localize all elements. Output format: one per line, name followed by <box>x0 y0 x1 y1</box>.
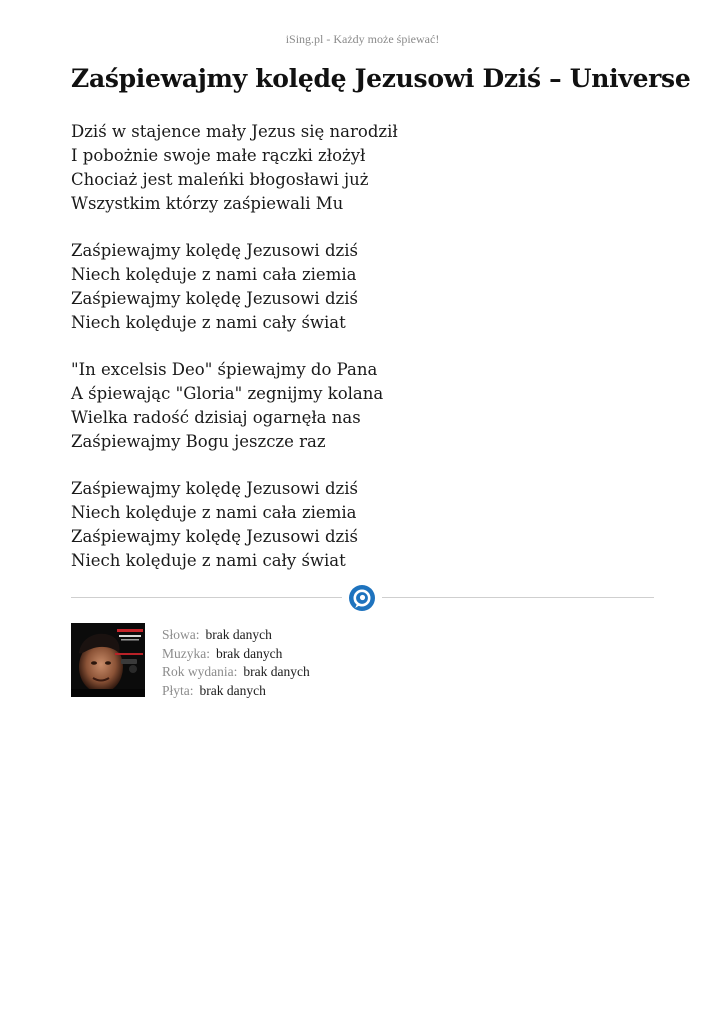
lyric-line: Dziś w stajence mały Jezus się narodził <box>71 122 398 141</box>
lyric-line: Zaśpiewajmy kolędę Jezusowi dziś <box>71 479 358 498</box>
meta-words <box>162 626 310 645</box>
lyric-line: Zaśpiewajmy kolędę Jezusowi dziś <box>71 241 358 260</box>
song-metadata <box>162 626 310 700</box>
lyric-line: Niech kolęduje z nami cała ziemia <box>71 503 357 522</box>
meta-words-label: Słowa: <box>162 627 200 642</box>
stanza <box>71 477 671 573</box>
lyric-line: "In excelsis Deo" śpiewajmy do Pana <box>71 360 378 379</box>
site-tagline: iSing.pl - Każdy może śpiewać! <box>285 32 440 46</box>
meta-music-value: brak danych <box>216 645 283 661</box>
meta-year-label: Rok wydania: <box>162 664 238 679</box>
meta-year <box>162 663 310 682</box>
lyric-line: Wszystkim którzy zaśpiewali Mu <box>71 194 344 213</box>
song-title: Zaśpiewajmy kolędę Jezusowi Dziś – Universe <box>71 64 691 93</box>
lyric-line: I pobożnie swoje małe rączki złożył <box>71 146 366 165</box>
meta-album <box>162 682 310 701</box>
stanza <box>71 120 671 216</box>
meta-album-value: brak danych <box>199 682 266 698</box>
divider-right <box>382 597 654 598</box>
meta-words-value: brak danych <box>205 627 272 642</box>
meta-album-label: Płyta: <box>162 682 194 698</box>
divider-left <box>71 597 342 598</box>
stanza <box>71 239 671 335</box>
ising-logo-icon[interactable] <box>348 584 376 612</box>
lyric-line: Niech kolęduje z nami cała ziemia <box>71 265 357 284</box>
lyric-line: Chociaż jest maleńki błogosławi już <box>71 170 369 189</box>
meta-year-value: brak danych <box>243 664 310 679</box>
lyric-line: Niech kolęduje z nami cały świat <box>71 551 346 570</box>
lyric-line: Zaśpiewajmy Bogu jeszcze raz <box>71 432 326 451</box>
stanza <box>71 358 671 454</box>
lyric-line: Niech kolęduje z nami cały świat <box>71 313 346 332</box>
album-cover-image <box>71 623 145 697</box>
meta-music <box>162 645 310 664</box>
meta-music-label: Muzyka: <box>162 645 210 661</box>
lyric-line: Zaśpiewajmy kolędę Jezusowi dziś <box>71 527 358 546</box>
lyric-line: A śpiewając "Gloria" zegnijmy kolana <box>71 384 384 403</box>
lyric-line: Zaśpiewajmy kolędę Jezusowi dziś <box>71 289 358 308</box>
lyrics <box>71 120 671 596</box>
lyric-line: Wielka radość dzisiaj ogarnęła nas <box>71 408 361 427</box>
